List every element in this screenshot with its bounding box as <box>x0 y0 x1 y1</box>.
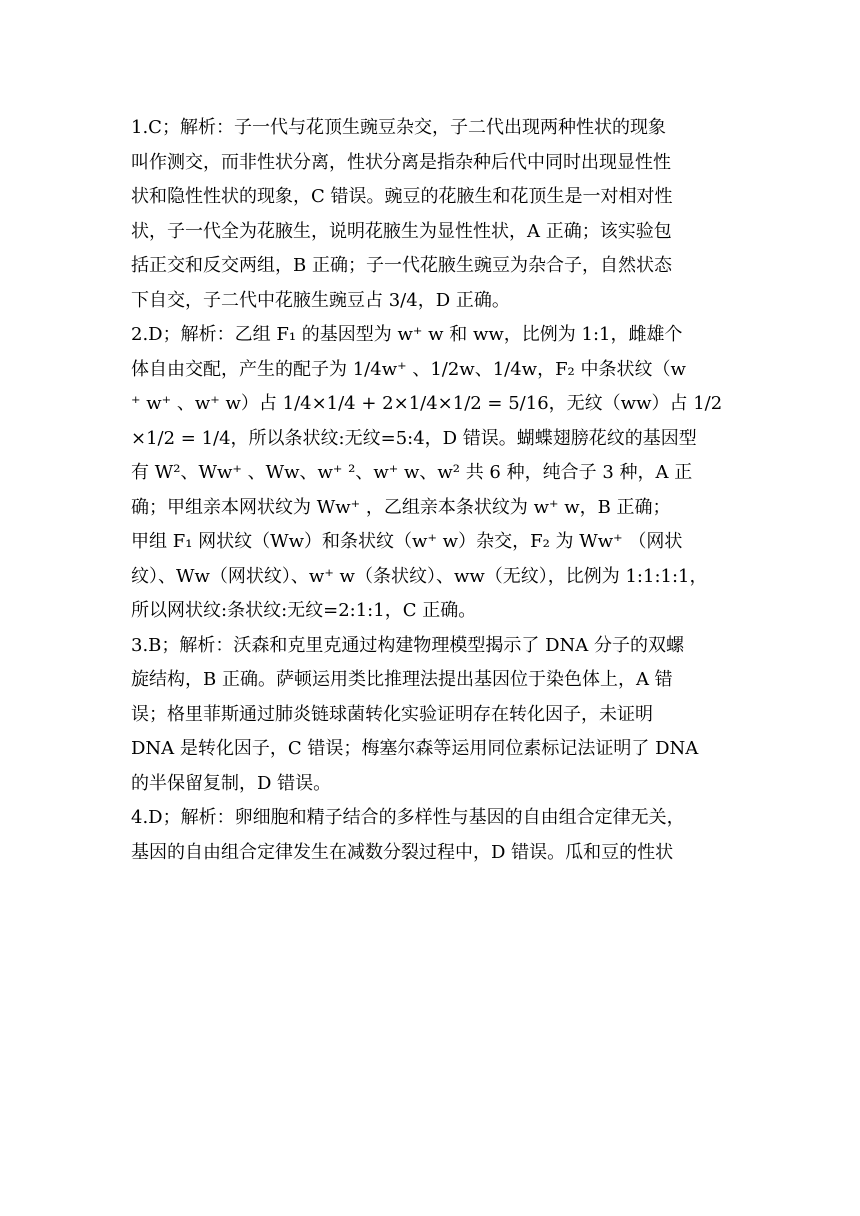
text-line: 括正交和反交两组，B 正确；子一代花腋生豌豆为杂合子，自然状态 <box>131 255 672 276</box>
answer-text-body <box>131 111 731 870</box>
text-line: 2.D；解析：乙组 F₁ 的基因型为 w⁺ w 和 ww，比例为 1:1，雌雄个 <box>131 324 683 345</box>
text-line: 状和隐性性状的现象，C 错误。豌豆的花腋生和花顶生是一对相对性 <box>131 186 673 207</box>
text-line: 4.D；解析：卵细胞和精子结合的多样性与基因的自由组合定律无关， <box>131 807 685 828</box>
text-line: 3.B；解析：沃森和克里克通过构建物理模型揭示了 DNA 分子的双螺 <box>131 634 685 656</box>
text-line: 体自由交配，产生的配子为 1/4w⁺ 、1/2w、1/4w，F₂ 中条状纹（w <box>131 358 686 380</box>
text-line: 1.C；解析：子一代与花顶生豌豆杂交，子二代出现两种性状的现象 <box>131 117 666 138</box>
text-line: 基因的自由组合定律发生在减数分裂过程中，D 错误。瓜和豆的性状 <box>131 841 674 863</box>
text-line: ×1/2 = 1/4，所以条状纹:无纹=5:4，D 错误。蝴蝶翅膀花纹的基因型 <box>131 427 697 449</box>
text-line: 甲组 F₁ 网状纹（Ww）和条状纹（w⁺ w）杂交，F₂ 为 Ww⁺ （网状 <box>131 531 683 552</box>
text-line: 下自交，子二代中花腋生豌豆占 3/4，D 正确。 <box>131 289 510 311</box>
text-line: 误；格里菲斯通过肺炎链球菌转化实验证明存在转化因子，未证明 <box>131 703 653 725</box>
text-line: 旋结构，B 正确。萨顿运用类比推理法提出基因位于染色体上，A 错 <box>131 669 673 690</box>
text-line: ⁺ w⁺ 、w⁺ w）占 1/4×1/4 + 2×1/4×1/2 = 5/16，无纹（ww）占 1/2 <box>131 393 723 414</box>
text-line: 纹）、Ww（网状纹）、w⁺ w（条状纹）、ww（无纹），比例为 1:1:1:1， <box>131 565 708 587</box>
text-line: 状，子一代全为花腋生，说明花腋生为显性性状，A 正确；该实验包 <box>131 220 672 242</box>
text-line: DNA 是转化因子，C 错误；梅塞尔森等运用同位素标记法证明了 DNA <box>131 738 699 759</box>
text-line: 的半保留复制，D 错误。 <box>131 772 332 794</box>
text-line: 叫作测交，而非性状分离，性状分离是指杂种后代中同时出现显性性 <box>131 151 671 173</box>
text-line: 所以网状纹:条状纹:无纹=2:1:1，C 正确。 <box>131 600 477 621</box>
text-line: 有 W²、Ww⁺ 、Ww、w⁺ ²、w⁺ w、w² 共 6 种，纯合子 3 种，A 正 <box>131 462 693 483</box>
text-line: 确；甲组亲本网状纹为 Ww⁺ ，乙组亲本条状纹为 w⁺ w，B 正确； <box>131 496 671 518</box>
